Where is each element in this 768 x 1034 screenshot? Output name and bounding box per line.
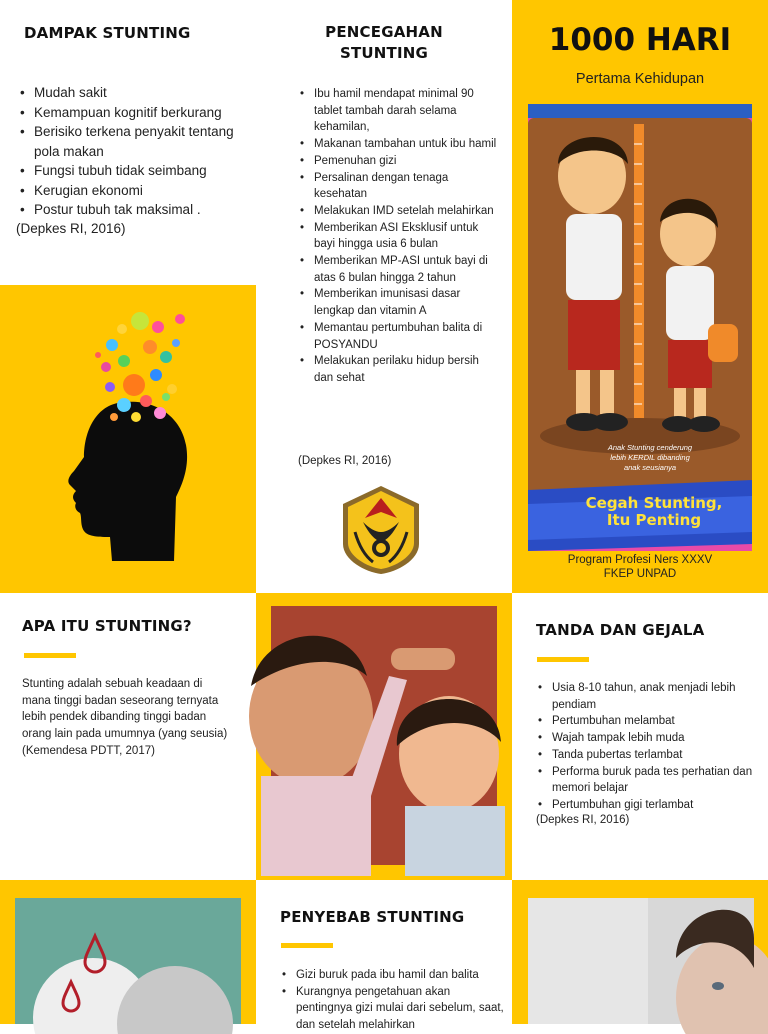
pencegahan-title-line2: STUNTING — [339, 44, 429, 62]
pencegahan-title — [256, 22, 512, 64]
list-item: • Kemampuan kognitif berkurang — [20, 103, 250, 123]
list-item: • Pemenuhan gizi — [300, 153, 500, 170]
list-item: • Pertumbuhan melambat — [538, 713, 760, 730]
sad-child-image — [528, 898, 754, 1024]
list-item: • Makanan tambahan untuk ibu hamil — [300, 136, 500, 153]
penyebab-list — [282, 967, 504, 1034]
list-item: • Kurangnya pengetahuan akan pentingnya gizi mulai dari sebelum, saat, dan setelah melahirkan — [282, 984, 504, 1034]
penyebab-panel — [256, 880, 512, 1032]
pencegahan-panel — [256, 0, 512, 593]
accent-divider — [537, 657, 589, 662]
tanda-title: TANDA DAN GEJALA — [536, 621, 705, 639]
poster-banner-line1: Cegah Stunting, — [585, 494, 723, 512]
accent-divider — [24, 653, 76, 658]
tanda-source: (Depkes RI, 2016) — [536, 814, 630, 826]
accent-divider — [281, 943, 333, 948]
apa-itu-title: APA ITU STUNTING? — [22, 617, 192, 635]
cover-panel — [512, 0, 768, 593]
cover-subtitle: Pertama Kehidupan — [575, 71, 705, 87]
pencegahan-source: (Depkes RI, 2016) — [298, 455, 392, 467]
list-item: • Memberikan ASI Eksklusif untuk bayi hingga usia 6 bulan — [300, 220, 500, 253]
list-item: • Memberikan MP-ASI untuk bayi di atas 6 bulan hingga 2 tahun — [300, 253, 500, 286]
list-item: • Persalinan dengan tenaga kesehatan — [300, 170, 500, 203]
list-item: • Wajah tampak lebih muda — [538, 730, 760, 747]
tanda-list — [538, 680, 760, 814]
tanda-panel — [512, 593, 768, 880]
list-item: • Ibu hamil mendapat minimal 90 tablet tambah darah selama kehamilan, — [300, 86, 500, 136]
list-item: • Tanda pubertas terlambat — [538, 747, 760, 764]
apa-itu-body: Stunting adalah sebuah keadaan di mana tinggi badan seseorang ternyata lebih pendek dibanding tinggi badan orang lain pada umumnya (yang seusia) (Kemendesa PDTT, 2017) — [22, 678, 228, 757]
head-illustration-panel — [0, 285, 256, 593]
dampak-source: (Depkes RI, 2016) — [16, 221, 126, 236]
pencegahan-title-line1: PENCEGAHAN — [325, 23, 443, 41]
apa-itu-panel — [0, 593, 256, 880]
university-seal-icon — [335, 484, 427, 576]
pencegahan-list — [300, 86, 500, 387]
stunting-poster — [528, 104, 752, 551]
cover-title: 1000 HARI — [548, 22, 732, 58]
list-item: • Kerugian ekonomi — [20, 181, 250, 201]
program-line1: Program Profesi Ners XXXV — [567, 554, 713, 566]
dampak-title: DAMPAK STUNTING — [24, 24, 191, 42]
dampak-panel — [0, 0, 256, 285]
poster-caption-line3: anak seusianya — [623, 463, 677, 472]
list-item: • Memantau pertumbuhan balita di POSYANDU — [300, 320, 500, 353]
poster-banner-line2: Itu Penting — [606, 511, 702, 529]
child-photo-panel — [512, 880, 768, 1024]
list-item: • Performa buruk pada tes perhatian dan memori belajar — [538, 764, 760, 797]
list-item: • Melakukan IMD setelah melahirkan — [300, 203, 500, 220]
list-item: • Mudah sakit — [20, 83, 250, 103]
list-item: • Memberikan imunisasi dasar lengkap dan vitamin A — [300, 286, 500, 319]
list-item: • Melakukan perilaku hidup bersih dan sehat — [300, 353, 500, 386]
dampak-list — [20, 83, 250, 220]
penyebab-title: PENYEBAB STUNTING — [280, 908, 465, 926]
poster-caption-line1: Anak Stunting cenderung — [607, 443, 693, 452]
measuring-photo-panel — [256, 593, 512, 880]
list-item: • Fungsi tubuh tidak seimbang — [20, 161, 250, 181]
list-item: • Gizi buruk pada ibu hamil dan balita — [282, 967, 504, 984]
program-info — [512, 554, 768, 581]
list-item: • Berisiko terkena penyakit tentang pola makan — [20, 122, 250, 161]
program-line2: FKEP UNPAD — [603, 567, 677, 580]
list-item: • Postur tubuh tak maksimal . — [20, 200, 250, 220]
list-item: • Pertumbuhan gigi terlambat — [538, 797, 760, 814]
blood-drop-illustration — [15, 898, 241, 1024]
list-item: • Usia 8-10 tahun, anak menjadi lebih pendiam — [538, 680, 760, 713]
children-measuring-image — [271, 606, 497, 865]
head-silhouette-icon — [0, 285, 256, 593]
poster-caption-line2: lebih KERDIL dibanding — [610, 453, 690, 462]
drops-illustration-panel — [0, 880, 256, 1024]
